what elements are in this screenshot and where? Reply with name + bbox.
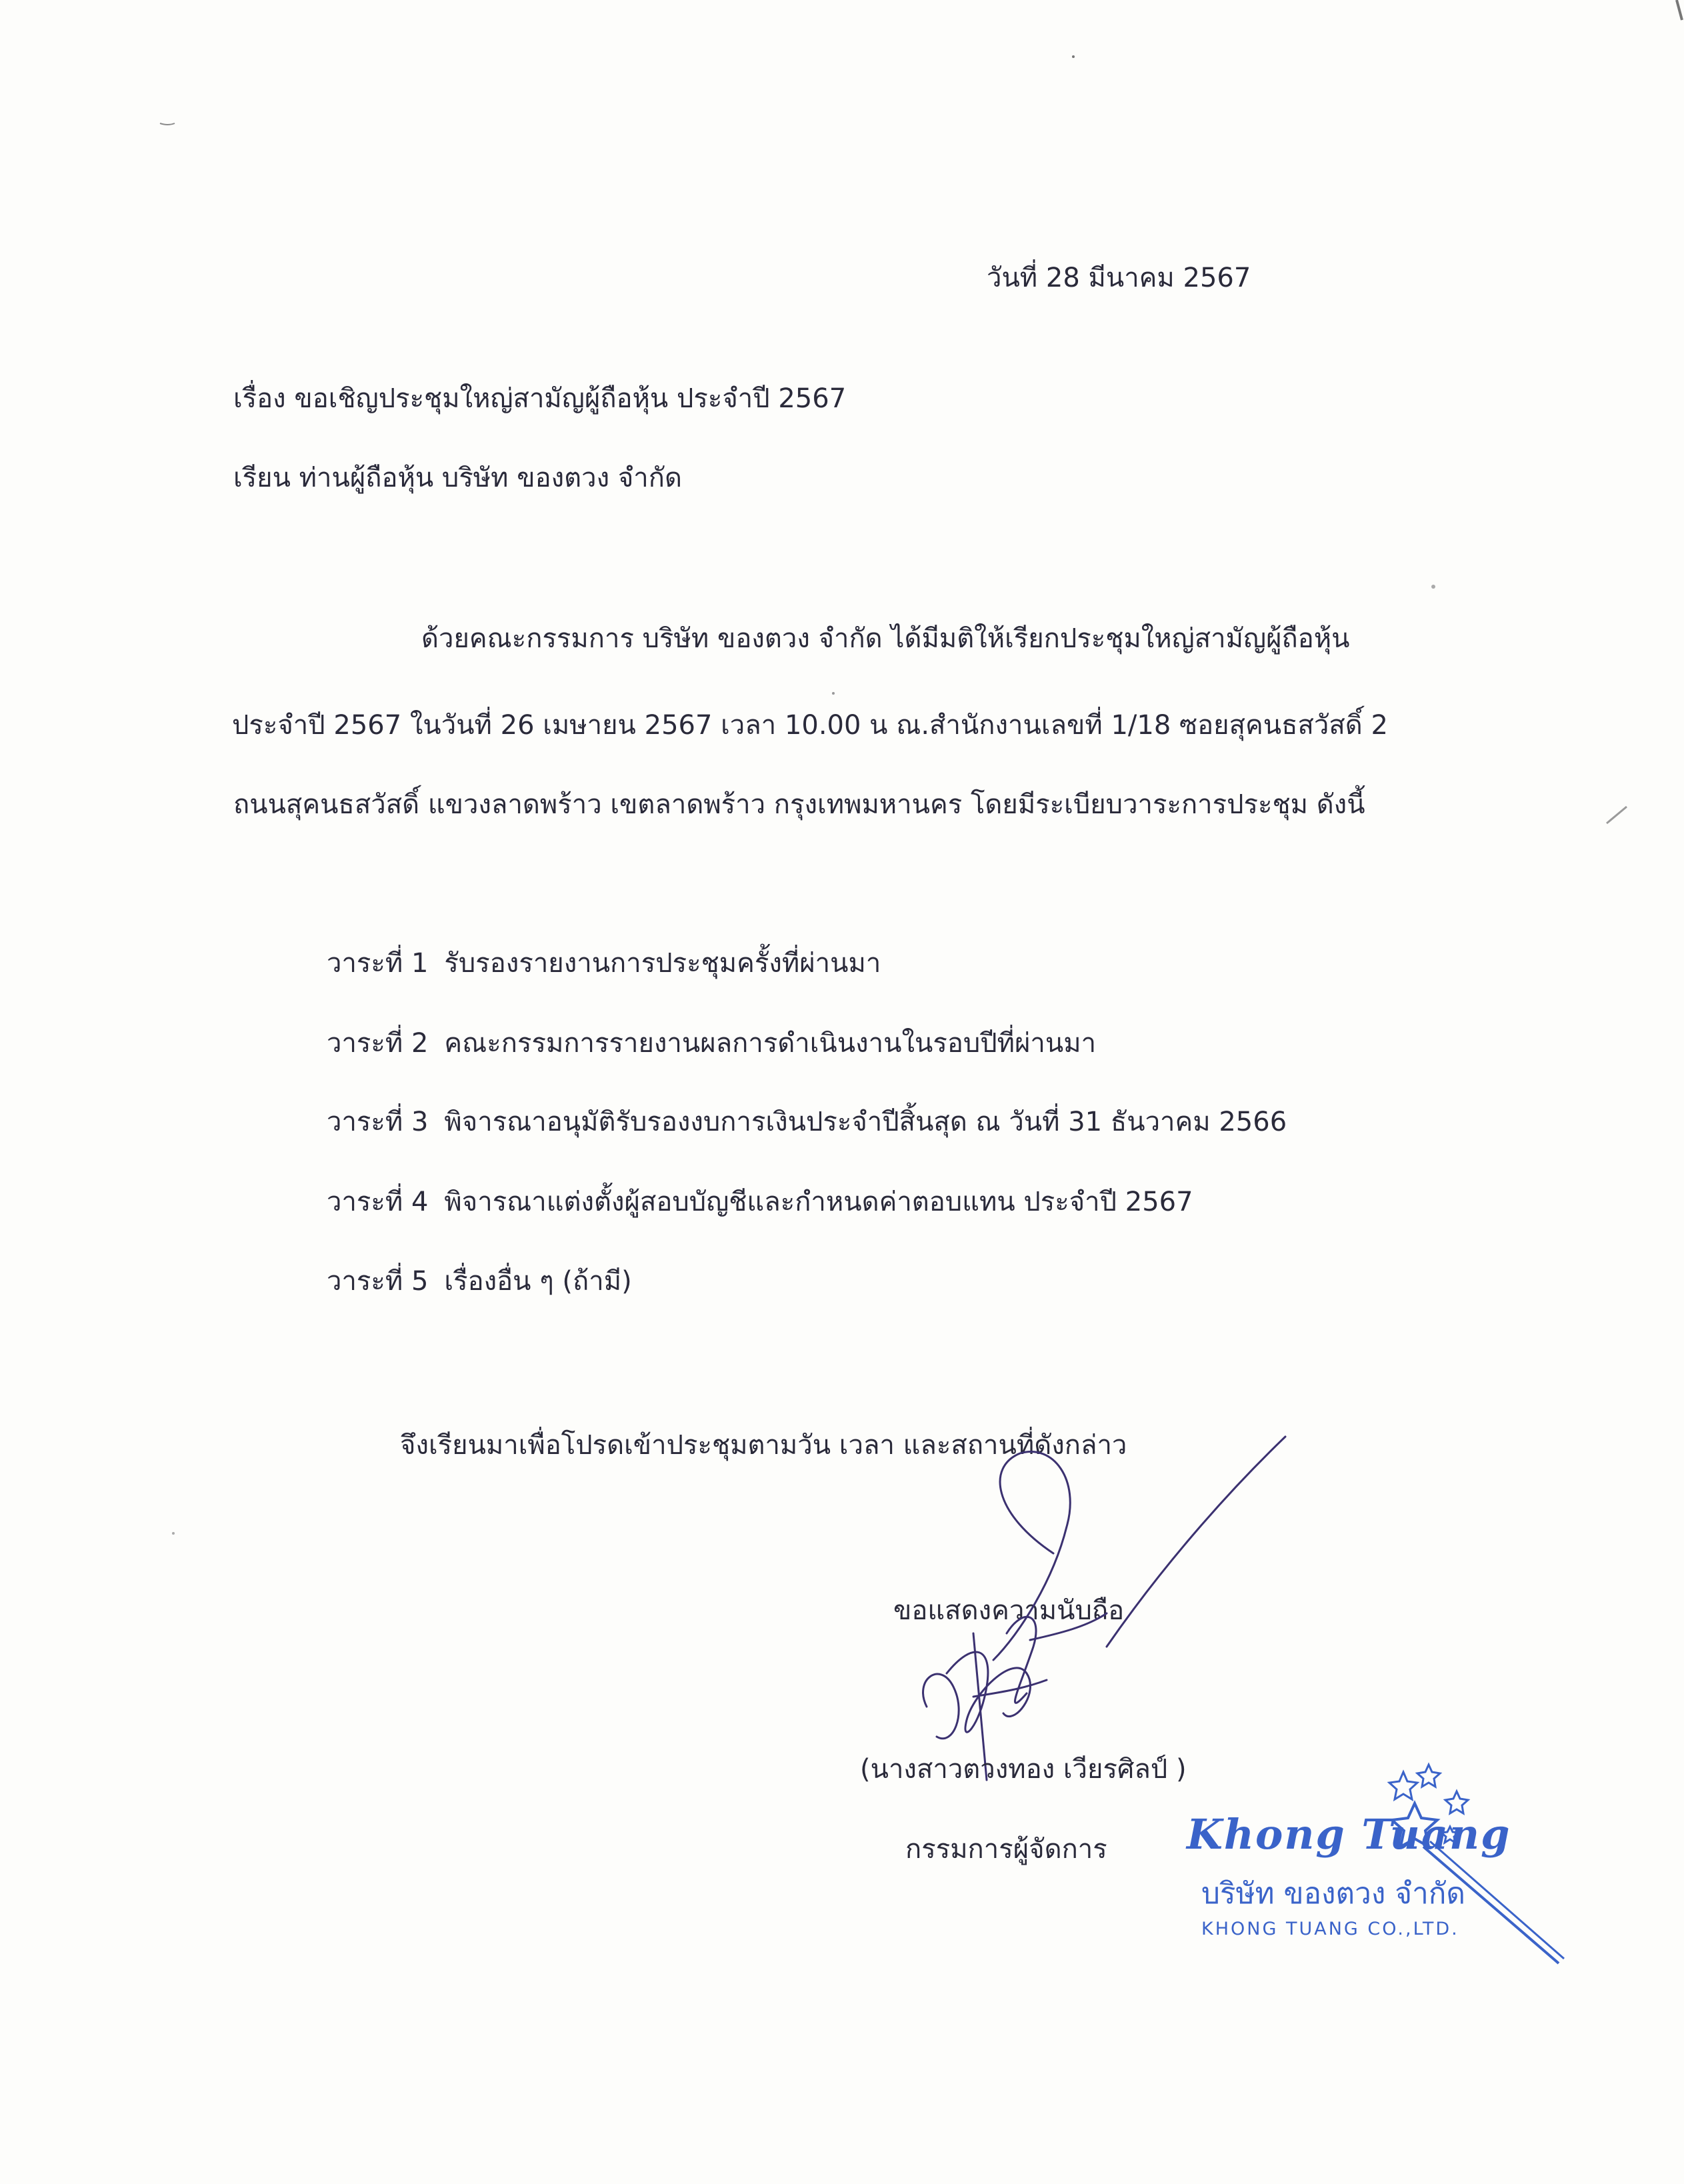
letter-subject: เรื่อง ขอเชิญประชุมใหญ่สามัญผู้ถือหุ้น ประจำปี 2567 [233,383,847,414]
agenda-item [327,1265,632,1297]
agenda-item-label: วาระที่ 5 [327,1266,429,1297]
body-paragraph-line-2: ประจำปี 2567 ในวันที่ 26 เมษายน 2567 เวลา 10.00 น ณ.สำนักงานเลขที่ 1/18 ซอยสุคนธสวัสดิ์ 2 [232,710,1388,741]
agenda-item-text: รับรองรายงานการประชุมครั้งที่ผ่านมา [444,948,881,979]
agenda-item-text: คณะกรรมการรายงานผลการดำเนินงานในรอบปีที่ผ่านมา [444,1028,1097,1059]
closing-sentence: จึงเรียนมาเพื่อโปรดเข้าประชุมตามวัน เวลา และสถานที่ดังกล่าว [400,1430,1127,1461]
company-stamp [1167,1747,1580,1973]
stamp-brand-text: Khong Tuang [1187,1810,1511,1859]
signatory-title: กรรมการผู้จัดการ [905,1834,1107,1865]
sign-off: ขอแสดงความนับถือ [893,1595,1125,1626]
agenda-item [327,1106,1287,1138]
letter-recipient: เรียน ท่านผู้ถือหุ้น บริษัท ของตวง จำกัด [233,463,682,493]
stamp-company-english: KHONG TUANG CO.,LTD. [1201,1919,1459,1939]
agenda-item-label: วาระที่ 4 [327,1187,429,1217]
agenda-item-label: วาระที่ 3 [327,1107,429,1137]
stamp-company-thai: บริษัท ของตวง จำกัด [1201,1877,1465,1911]
agenda-item-label: วาระที่ 1 [327,948,429,979]
agenda-item-text: พิจารณาแต่งตั้งผู้สอบบัญชีและกำหนดค่าตอบแทน ประจำปี 2567 [444,1187,1193,1217]
body-paragraph-line-1: ด้วยคณะกรรมการ บริษัท ของตวง จำกัด ได้มีมติให้เรียกประชุมใหญ่สามัญผู้ถือหุ้น [421,623,1350,654]
handwritten-signature [887,1433,1313,1793]
agenda-item-label: วาระที่ 2 [327,1028,429,1059]
agenda-item [327,1027,1096,1059]
agenda-item [327,947,881,979]
signatory-name: (นางสาวตวงทอง เวียรศิลป์ ) [860,1754,1187,1785]
agenda-item-text: เรื่องอื่น ๆ (ถ้ามี) [444,1266,632,1297]
agenda-item [327,1186,1193,1218]
agenda-item-text: พิจารณาอนุมัติรับรองงบการเงินประจำปีสิ้นสุด ณ วันที่ 31 ธันวาคม 2566 [444,1107,1287,1137]
body-paragraph-line-3: ถนนสุคนธสวัสดิ์ แขวงลาดพร้าว เขตลาดพร้าว กรุงเทพมหานคร โดยมีระเบียบวาระการประชุม ดังนี้ [233,789,1365,820]
letter-date: วันที่ 28 มีนาคม 2567 [987,263,1251,293]
